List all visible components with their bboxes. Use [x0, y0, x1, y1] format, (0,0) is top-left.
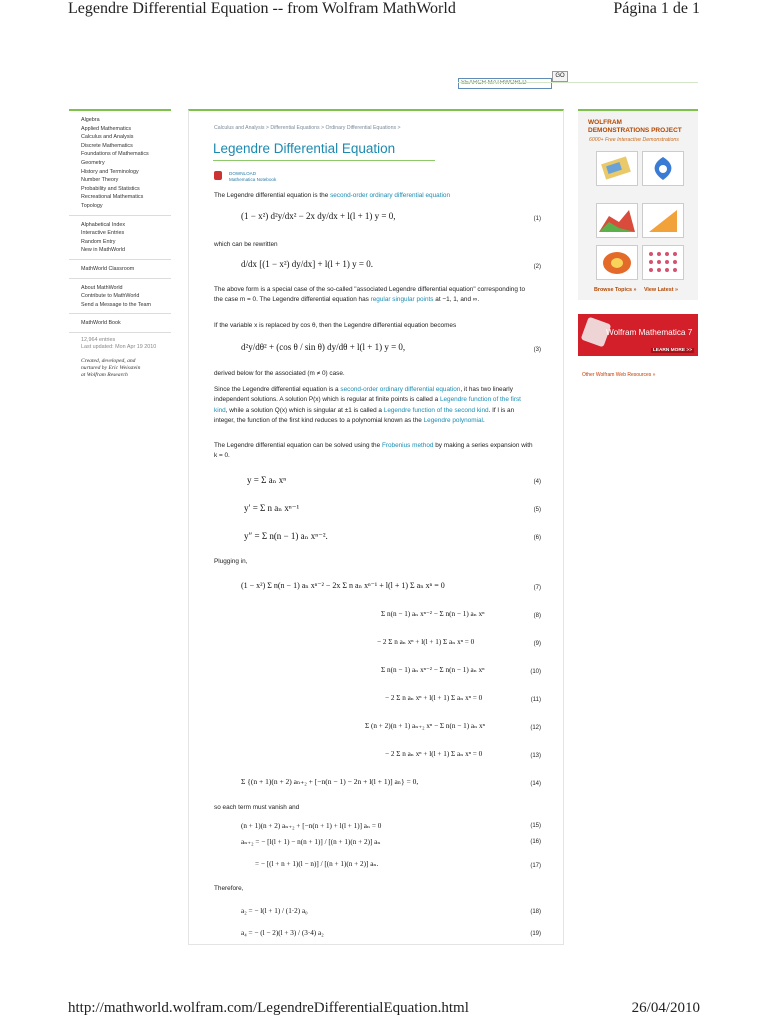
demo-thumbnail[interactable]	[642, 151, 684, 186]
search-input[interactable]	[458, 78, 552, 89]
equation-14: Σ {(n + 1)(n + 2) aₙ₊₂ + [−n(n − 1) − 2n + l(l + 1)] aₙ} = 0,	[241, 777, 419, 786]
text: , it has two linearly independent solutions. A solution P	[214, 386, 513, 404]
text: Since the Legendre differential equation is a	[214, 386, 341, 393]
link[interactable]: second-order ordinary differential equation	[330, 192, 451, 199]
equation-13: − 2 Σ n aₙ xⁿ + l(l + 1) Σ aₙ xⁿ = 0	[385, 750, 483, 758]
equation-7: (1 − x²) Σ n(n − 1) aₙ xⁿ⁻² − 2x Σ n aₙ xⁿ⁻¹ + l(l + 1) Σ aₙ xⁿ = 0	[241, 581, 445, 590]
browse-topics-link[interactable]: Browse Topics »	[594, 287, 637, 293]
demo-thumbnail[interactable]	[642, 245, 684, 280]
right-rail	[578, 109, 698, 378]
paragraph: derived below for the associated (m ≠ 0) case.	[214, 370, 345, 377]
demo-thumbnail[interactable]	[596, 203, 638, 238]
equation-10: Σ n(n − 1) aₙ xⁿ⁻² − Σ n(n − 1) aₙ xⁿ	[381, 666, 485, 674]
entry-count	[69, 333, 171, 352]
equation-number: (4)	[533, 479, 541, 485]
search-go-button[interactable]: GO	[552, 71, 568, 82]
link[interactable]: Legendre function of the first kind	[214, 396, 521, 414]
header-divider	[458, 82, 698, 83]
text: at −1, 1, and ∞.	[433, 296, 480, 304]
equation-19: a₄ = − (l − 2)(l + 3) / (3·4) a₂	[241, 929, 324, 937]
demo-thumbnail[interactable]	[596, 151, 638, 186]
equation-number: (14)	[530, 781, 541, 787]
sidebar-browse-link[interactable]: New in MathWorld	[81, 247, 125, 254]
sidebar-topic-link[interactable]: Topology	[81, 202, 103, 209]
equation-15: (n + 1)(n + 2) aₙ₊₂ + [−n(n + 1) + l(l + 1)] aₙ = 0	[241, 822, 382, 830]
sidebar-message-link[interactable]: Send a Message to the Team	[81, 301, 152, 308]
paragraph: which can be rewritten	[214, 241, 278, 248]
mathematica-ad[interactable]	[578, 314, 698, 356]
equation-number: (5)	[533, 507, 541, 513]
book-block	[69, 314, 171, 333]
sidebar-contribute-link[interactable]: Contribute to MathWorld	[81, 293, 140, 300]
sidebar-topic-link[interactable]: Algebra	[81, 117, 100, 123]
text: The Legendre differential equation can be solved using the	[214, 442, 382, 449]
download-sublabel: Mathematica Notebook	[229, 176, 277, 182]
credit-line: Created, developed, and	[81, 357, 136, 364]
title-underline	[213, 160, 435, 161]
learn-more-button[interactable]: LEARN MORE >>	[652, 348, 692, 353]
topics-list	[69, 111, 171, 216]
equation-number: (11)	[530, 697, 541, 703]
equation-number: (19)	[530, 931, 541, 937]
demo-title-line: DEMONSTRATIONS PROJECT	[588, 127, 682, 134]
sidebar-topic-link[interactable]: Applied Mathematics	[81, 125, 132, 132]
equation-8: Σ n(n − 1) aₙ xⁿ⁻² − Σ n(n − 1) aₙ xⁿ	[381, 610, 485, 618]
text: , while a solution Q	[225, 406, 280, 414]
equation-number: (13)	[530, 753, 541, 759]
equation-number: (9)	[533, 641, 541, 647]
paragraph	[214, 285, 534, 306]
sidebar-about-link[interactable]: About MathWorld	[81, 284, 123, 291]
print-date: 26/04/2010	[631, 1000, 700, 1016]
sidebar-topic-link[interactable]: History and Terminology	[81, 168, 139, 175]
credit-line: at Wolfram Research	[81, 372, 128, 379]
text: .	[482, 417, 485, 425]
about-list	[69, 279, 171, 315]
equation-number: (1)	[533, 216, 541, 222]
search-bar	[458, 71, 565, 89]
equation-18: a₂ = − l(l + 1) / (1·2) a₀	[241, 907, 308, 915]
download-label: DOWNLOAD	[229, 171, 257, 176]
equation-16: aₙ₊₂ = − [l(l + 1) − n(n + 1)] / [(n + 1)(n + 2)] aₙ	[241, 838, 381, 846]
page-title: Legendre Differential Equation	[213, 141, 396, 156]
print-footer	[0, 994, 768, 1024]
paragraph: Plugging in,	[214, 558, 248, 565]
equation-number: (8)	[533, 613, 541, 619]
text: by making a series expansion with k = 0.	[214, 442, 533, 460]
demo-title	[588, 119, 682, 135]
sidebar-topic-link[interactable]: Probability and Statistics	[81, 185, 140, 192]
equation-number: (10)	[530, 669, 541, 675]
download-notebook-link[interactable]	[215, 171, 276, 182]
equation-12: Σ (n + 2)(n + 1) aₙ₊₂ xⁿ − Σ n(n − 1) aₙ xⁿ	[365, 722, 485, 730]
link[interactable]: Legendre polynomial	[423, 417, 483, 425]
paragraph: If the variable x is replaced by cos θ, then the Legendre differential equation becomes	[214, 322, 457, 329]
equation-6: y″ = Σ n(n − 1) aₙ xⁿ⁻².	[244, 531, 328, 541]
print-page-number: Página 1 de 1	[613, 0, 700, 17]
paragraph: so each term must vanish and	[214, 804, 300, 811]
equation-number: (15)	[530, 823, 541, 829]
sidebar-classroom-link[interactable]: MathWorld Classroom	[81, 265, 135, 272]
equation-number: (2)	[533, 264, 541, 270]
text: (x) which is singular at ±1 is called a	[279, 406, 384, 414]
ad-text: Wolfram Mathematica 7	[606, 328, 693, 337]
equation-number: (12)	[530, 725, 541, 731]
last-updated-text: Last updated: Mon Apr 19 2010	[81, 344, 157, 351]
demonstrations-promo[interactable]	[578, 109, 698, 300]
demo-thumbnail[interactable]	[642, 203, 684, 238]
equation-9: − 2 Σ n aₙ xⁿ + l(l + 1) Σ aₙ xⁿ = 0	[377, 638, 475, 646]
equation-number: (16)	[530, 839, 541, 845]
link[interactable]: Legendre function of the second kind	[383, 406, 489, 414]
equation-5: y′ = Σ n aₙ xⁿ⁻¹	[244, 503, 300, 513]
text: (x) which is regular at finite points is called a	[313, 396, 440, 404]
equation-number: (18)	[530, 909, 541, 915]
text: The above form is a special case of the so-called "associated Legendre differential equation" corresponding to the case m = 0. The Legendre differential equation has	[214, 286, 526, 304]
equation-4: y = Σ aₙ xⁿ	[247, 475, 287, 485]
sidebar-topic-link[interactable]: Calculus and Analysis	[81, 134, 134, 141]
breadcrumb[interactable]: Calculus and Analysis > Differential Equations > Ordinary Differential Equations >	[214, 125, 401, 131]
sidebar-browse-link[interactable]: Random Entry	[81, 238, 116, 245]
link[interactable]: second-order ordinary differential equation	[340, 386, 461, 393]
equation-number: (3)	[533, 347, 541, 353]
view-latest-link[interactable]: View Latest »	[643, 287, 678, 293]
print-url: http://mathworld.wolfram.com/LegendreDifferentialEquation.html	[68, 1000, 469, 1016]
paragraph: Therefore,	[214, 885, 244, 892]
browse-list	[69, 216, 171, 260]
demo-title-line: WOLFRAM	[588, 119, 622, 126]
other-resources-link[interactable]: Other Wolfram Web Resources »	[582, 372, 656, 378]
sidebar-topic-link[interactable]: Discrete Mathematics	[81, 142, 133, 149]
equation-2: d/dx [(1 − x²) dy/dx] + l(l + 1) y = 0.	[241, 259, 373, 269]
sidebar-topic-link[interactable]: Geometry	[81, 159, 105, 166]
article-main	[188, 109, 564, 945]
link[interactable]: regular singular points	[370, 296, 434, 304]
left-sidebar	[69, 109, 171, 380]
credit-line: nurtured by Eric Weisstein	[81, 365, 141, 372]
equation-number: (17)	[530, 863, 541, 869]
demo-links	[594, 287, 678, 293]
paragraph	[214, 385, 534, 427]
equation-1: (1 − x²) d²y/dx² − 2x dy/dx + l(l + 1) y = 0,	[241, 211, 396, 221]
demo-thumbnail[interactable]	[596, 245, 638, 280]
classroom-block	[69, 260, 171, 279]
sidebar-browse-link[interactable]: Interactive Entries	[81, 230, 125, 237]
print-header	[0, 0, 768, 22]
equation-11: − 2 Σ n aₙ xⁿ + l(l + 1) Σ aₙ xⁿ = 0	[385, 694, 483, 702]
sidebar-topic-link[interactable]: Number Theory	[81, 177, 119, 184]
link[interactable]: Frobenius method	[381, 442, 434, 449]
text: . If l is an integer, the function of the first kind reduces to a polynomial known as the	[214, 406, 515, 425]
demo-subtitle: 6000+ Free Interactive Demonstrations	[589, 137, 679, 143]
paragraph	[214, 441, 534, 462]
equation-17: = − [(l + n + 1)(l − n)] / [(n + 1)(n + 2)] aₙ.	[255, 860, 379, 868]
sidebar-topic-link[interactable]: Recreational Mathematics	[81, 194, 144, 201]
text: The Legendre differential equation is the	[214, 192, 331, 199]
paragraph	[214, 191, 534, 201]
credit-signature	[69, 352, 171, 380]
print-title: Legendre Differential Equation -- from Wolfram MathWorld	[68, 0, 456, 17]
sidebar-book-link[interactable]: MathWorld Book	[81, 320, 121, 327]
sidebar-topic-link[interactable]: Foundations of Mathematics	[81, 151, 149, 158]
sidebar-browse-link[interactable]: Alphabetical Index	[81, 221, 126, 228]
equation-3: d²y/dθ² + (cos θ / sin θ) dy/dθ + l(l + 1) y = 0,	[241, 342, 406, 352]
equation-number: (7)	[533, 585, 541, 591]
equation-number: (6)	[533, 535, 541, 541]
entry-count-text: 12,964 entries	[81, 336, 116, 343]
